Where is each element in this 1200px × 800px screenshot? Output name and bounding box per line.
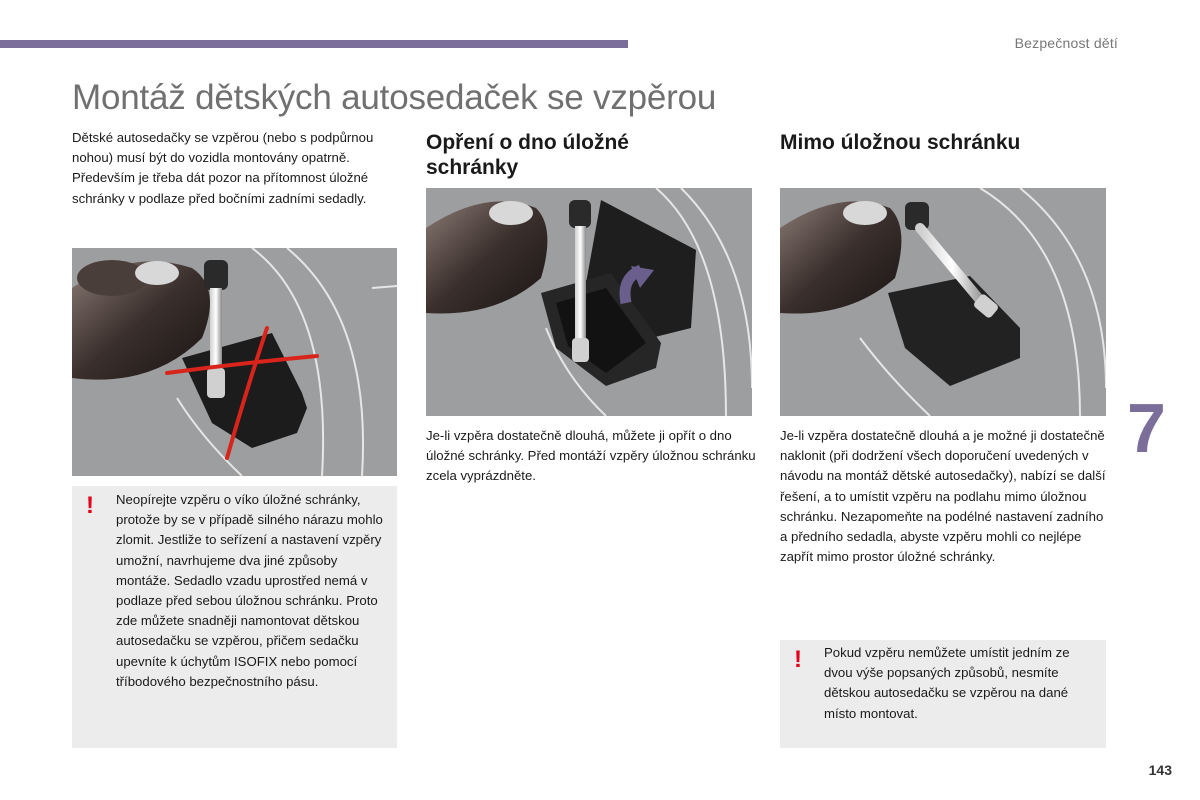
page-number: 143 bbox=[1148, 762, 1172, 778]
illustration-storage-bottom bbox=[426, 188, 752, 416]
warning-text: Neopírejte vzpěru o víko úložné schránky, protože by se v případě silného nárazu mohlo zlomit. Jestliže to seřízení a nastavení vzpěry umožní, navrhujeme dva jiné způsoby montáže. Sedadlo vzadu uprostřed nemá v podlaze před sebou úložnou schránku. Proto zde můžete snadněji namontovat dětskou autosedačku se vzpěrou, přičem sedačku upevníte k úchytům ISOFIX nebo pomocí tříbodového bezpečnostního pásu. bbox=[116, 492, 383, 689]
warning-icon: ! bbox=[794, 646, 802, 673]
page-title: Montáž dětských autosedaček se vzpěrou bbox=[72, 78, 717, 117]
section-label: Bezpečnost dětí bbox=[1014, 35, 1118, 51]
warning-icon: ! bbox=[86, 492, 94, 519]
illustration-outside-storage bbox=[780, 188, 1106, 416]
header-accent-bar bbox=[0, 40, 628, 48]
chapter-number: 7 bbox=[1127, 389, 1166, 467]
heading-outside-storage: Mimo úložnou schránku bbox=[780, 131, 1021, 154]
outside-storage-text: Je-li vzpěra dostatečně dlouhá a je možné ji dostatečně naklonit (při dodržení všech doporučení uvedených v návodu na montáž dětské autosedačky), nabízí se další řešení, a to umístit vzpěru na podlahu mimo úložnou schránku. Nezapomeňte na podélné nastavení zadního a předního sedadla, abyste vzpěru mohli co nejlépe zapřít mimo prostor úložné schránky. bbox=[780, 428, 1106, 565]
illustration-wrong-mounting bbox=[72, 248, 397, 476]
intro-text: Dětské autosedačky se vzpěrou (nebo s podpůrnou nohou) musí být do vozidla montovány opatrně. Především je třeba dát pozor na přítomnost úložné schránky v podlaze před bočními zadními sedadly. bbox=[72, 130, 374, 206]
warning-box-storage-lid bbox=[72, 486, 397, 748]
heading-storage-bottom: Opření o dno úložné schránky bbox=[426, 131, 629, 179]
warning-text: Pokud vzpěru nemůžete umístit jedním ze dvou výše popsaných způsobů, nesmíte dětskou autosedačku se vzpěrou na dané místo montovat. bbox=[824, 645, 1070, 721]
storage-bottom-text: Je-li vzpěra dostatečně dlouhá, můžete ji opřít o dno úložné schránky. Před montáží vzpěry úložnou schránku zcela vyprázdněte. bbox=[426, 428, 756, 484]
warning-box-no-mount bbox=[780, 640, 1106, 748]
